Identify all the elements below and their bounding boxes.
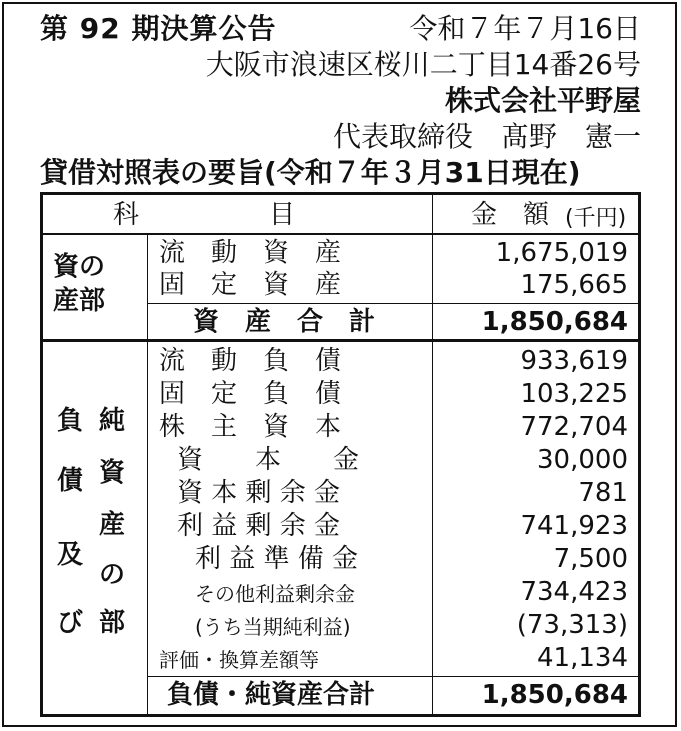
asset-row-label: 流 動 資 産 (159, 238, 342, 268)
liabilities-side-label: 債 (57, 466, 84, 496)
assets-side-divider (147, 233, 148, 339)
notice-date: 令和７年７月16日 (409, 12, 641, 45)
liability-row-label: 株 主 資 本 (159, 412, 342, 442)
liabilities-side-label: 及 (57, 540, 84, 570)
asset-row-value: 1,675,019 (495, 238, 628, 268)
net-assets-side-label: 資 (99, 458, 126, 488)
liability-row-label: 固 定 負 債 (159, 379, 342, 409)
company-address: 大阪市浪速区桜川二丁目14番26号 (205, 48, 641, 81)
liability-row-value: 734,423 (520, 577, 628, 607)
liability-row-value: 772,704 (520, 412, 628, 442)
notice-title: 第 92 期決算公告 (40, 12, 277, 45)
liability-row-label: 評価・換算差額等 (159, 648, 319, 672)
liability-row-value: 103,225 (520, 379, 628, 409)
liability-row-label: 資 本 剰 余 金 (177, 478, 341, 508)
net-assets-side-label: 純 (99, 406, 126, 436)
balance-sheet-table (40, 192, 641, 717)
liabilities-side-divider (147, 342, 148, 714)
section-divider (43, 339, 638, 342)
liability-row-label: 利 益 剰 余 金 (177, 511, 341, 541)
liability-row-value: 7,500 (553, 544, 628, 574)
assets-total-value: 1,850,684 (481, 307, 628, 337)
liability-row-label: (うち当期純利益) (195, 615, 351, 639)
header-divider (43, 233, 638, 235)
asset-row-value: 175,665 (520, 270, 628, 300)
net-assets-side-label: の (99, 560, 126, 590)
column-header-amount: 金 額 (471, 200, 550, 230)
asset-row-label: 固 定 資 産 (159, 270, 342, 300)
liability-row-value: 741,923 (520, 511, 628, 541)
net-assets-side-label: 部 (99, 608, 126, 638)
assets-total-label: 資 産 合 計 (193, 307, 376, 337)
column-header-unit: (千円) (565, 206, 627, 231)
company-name: 株式会社平野屋 (444, 84, 641, 117)
liability-row-label: 利 益 準 備 金 (195, 544, 359, 574)
liability-row-value: (73,313) (516, 610, 628, 640)
liability-row-value: 781 (578, 478, 628, 508)
assets-section-label-2: 産部 (53, 286, 106, 316)
liabilities-total-label: 負債・純資産合計 (167, 680, 376, 710)
assets-total-divider (147, 303, 638, 304)
liability-row-label: 資 本 金 (177, 445, 360, 475)
amount-column-divider (432, 195, 433, 714)
liability-row-value: 30,000 (537, 445, 628, 475)
representative: 代表取締役 髙野 憲一 (332, 120, 641, 153)
liabilities-side-label: び (57, 608, 84, 638)
liability-row-label: 流 動 負 債 (159, 346, 342, 376)
liability-row-value: 933,619 (520, 346, 628, 376)
assets-section-label-1: 資の (53, 252, 106, 282)
liability-row-value: 41,134 (537, 643, 628, 673)
liabilities-side-label: 負 (57, 406, 84, 436)
net-assets-side-label: 産 (99, 510, 126, 540)
balance-sheet-title: 貸借対照表の要旨(令和７年３月31日現在) (40, 156, 581, 189)
column-header-subject: 科 目 (113, 200, 296, 230)
liabilities-total-value: 1,850,684 (481, 680, 628, 710)
liability-row-label: その他利益剰余金 (195, 582, 355, 606)
liabilities-total-divider (147, 676, 638, 677)
